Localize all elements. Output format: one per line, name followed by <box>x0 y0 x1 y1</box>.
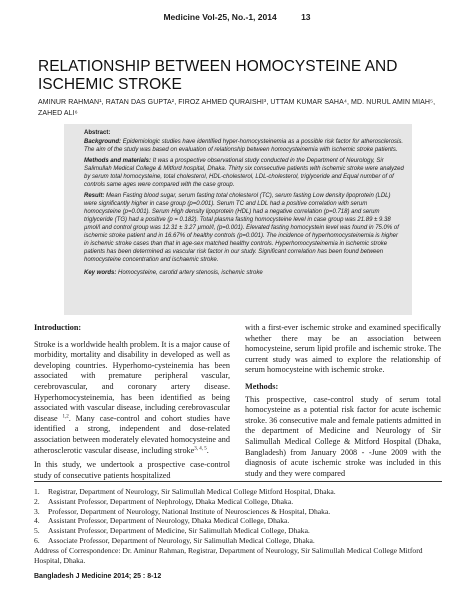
citation-1-2: 1,2 <box>62 414 69 420</box>
footnote-text: Assistant Professor, Department of Neurology, Dhaka Medical College, Dhaka. <box>48 516 290 526</box>
footnote-number: 3. <box>34 506 40 516</box>
footnote-text: Assistant Professor, Department of Nephrology, Dhaka Medical College, Dhaka. <box>48 496 294 506</box>
correspondence-text: Dr. Aminur Rahman, Registrar, Department of Neurology, Sir Salimullah Medical College Mitford Hospital, Dhaka. <box>34 545 423 565</box>
abstract-result <box>84 192 404 264</box>
footnote-item <box>34 526 444 536</box>
footnote-item <box>34 497 444 507</box>
footnote-number: 6. <box>34 535 40 545</box>
methods-paragraph: This prospective, case-control study of serum total homocysteine as a potential risk factor for acute ischemic stroke. 36 consecutive male and female patients admitted in the department of Medicine and Neurology of Sir Salimullah Medical College & Mitford Hospital (Dhaka, Bangladesh) from January 2008 - -June 2009 with the diagnosis of acute ischemic stroke was included in this study and they were compared <box>245 394 441 478</box>
citation-3-5: 3, 4, 5 <box>194 445 207 451</box>
footnotes <box>34 487 444 565</box>
footnote-number: 2. <box>34 496 40 506</box>
methods-text: It was a prospective observational study conducted in the Department of Neurology, Sir Salimullah Medical College & Mitford hospital, Dhaka. Thirty six consecutive patients with ischemic stroke were analyzed by serum total homocysteine, total cholesterol, HDL-cholesterol, LDL-cholesterol, triglyceride and Equal number of of controls same ages were compared with the case group. <box>84 158 404 188</box>
footnote-text: Associate Professor, Department of Neurology, Sir Salimullah Medical College, Dhaka. <box>48 535 315 545</box>
footnote-text: Assistant Professor, Department of Medicine, Sir Salimullah Medical College, Dhaka. <box>48 526 310 536</box>
footnote-item <box>34 487 444 497</box>
left-column <box>34 323 230 485</box>
footnote-number: 5. <box>34 526 40 536</box>
abstract-methods <box>84 157 404 189</box>
introduction-heading: Introduction: <box>34 323 82 332</box>
footnote-item <box>34 516 444 526</box>
footnote-item <box>34 507 444 517</box>
journal-citation-footer: Bangladesh J Medicine 2014; 25 : 8-12 <box>34 573 162 580</box>
correspondence-label: Address of Correspondence: <box>34 545 121 555</box>
footnote-item <box>34 536 444 546</box>
intro-text-c: . <box>206 445 209 455</box>
journal-volume: Medicine Vol-25, No.-1, 2014 <box>163 12 277 22</box>
intro-continuation: with a first-ever ischemic stroke and examined specifically whether there may be an association between homocysteine, serum lipid profile and ischemic stroke. The current study was aimed to explore the relationship of serum homocysteine with ischemic stroke. <box>245 323 441 375</box>
abstract-background <box>84 138 404 154</box>
intro-text-b: . Many case-control and cohort studies have identified a strong, independent and dose-related association between moderately elevated homocysteine and atherosclerotic vascular disease, including stroke <box>34 413 230 455</box>
abstract-keywords <box>84 269 404 277</box>
keywords-text: Homocysteine, carotid artery stenosis, ischemic stroke <box>118 270 263 276</box>
page-number: 13 <box>301 12 311 22</box>
methods-heading: Methods: <box>245 381 279 391</box>
footnote-number: 4. <box>34 516 40 526</box>
result-label: Result: <box>84 193 105 199</box>
result-text: Mean Fasting blood sugar, serum fasting total cholesterol (TC), serum fasting Low density lipoprotein (LDL) were significantly higher in case group (p=0.001). Serum TC and LDL had a positive correlation with serum homocysteine (p=0.001). Serum High density lipoprotein (HDL) had a negative correlation (p=0.718) and serum triglyceride (TG) had a positive (p = 0.182). Total plasma fasting homocysteine level in case group was 21.89 ± 9.38 µmol/l and control group was 12.31 ± 3.27 µmol/l, (p=0.001). Elevated fasting homocystein level was found in 75.0% of ischemic stroke patient and in 16.67% of healthy controls (p=0.001). The incidence of hyperhomocysteinemia is higher in ischemic stroke cases than that in age-sex matched healthy controls. Hyperhomocysteinemia in ischemic stroke patients has been determined as vascular risk factor in our study. Significant correlation has been found between homocysteine concentration and ischaemic stroke. <box>84 193 399 263</box>
right-column <box>245 323 441 483</box>
footnote-text: Professor, Department of Neurology, National Institute of Neurosciences & Hospital, Dhaka. <box>48 506 331 516</box>
background-label: Background: <box>84 139 122 145</box>
article-title: RELATIONSHIP BETWEEN HOMOCYSTEINE AND ISCHEMIC STROKE <box>38 58 398 93</box>
author-list: AMINUR RAHMAN¹, RATAN DAS GUPTA², FIROZ AHMED QURAISHI³, UTTAM KUMAR SAHA⁴, MD. NURUL AMIN MIAH⁵, ZAHED ALI⁶ <box>38 99 436 117</box>
correspondence-address <box>34 546 444 566</box>
footnote-number: 1. <box>34 487 40 496</box>
intro-text-a: Stroke is a worldwide health problem. It is a major cause of morbidity, mortality and disability in developed as well as developing countries. Hyperhomo-cysteinemia has been associated with premature peripheral vascular, cerebrovascular, and coronary artery disease. Hyperhomocysteinemia, has been identified as being associated with vascular disease, including cerebrovascular disease <box>34 339 230 423</box>
footnote-text: Registrar, Department of Neurology, Sir Salimullah Medical College Mitford Hospital, Dhaka. <box>48 487 336 496</box>
abstract-heading: Abstract: <box>84 130 111 136</box>
intro-paragraph-1 <box>34 340 230 457</box>
running-header <box>0 12 474 22</box>
abstract-box <box>64 124 412 315</box>
keywords-label: Key words: <box>84 270 117 276</box>
background-text: Epidemiologic studies have identified hyper-homocysteinemia as a possible risk factor for atherosclerosis. The aim of the study was based on evaluation of relationship between homocysteinemia with ischemic stroke patients. <box>84 139 404 153</box>
methods-label: Methods and materials: <box>84 158 152 164</box>
intro-paragraph-2: In this study, we undertook a prospective case-control study of consecutive patients hospitalized <box>34 460 230 480</box>
footnote-divider <box>34 481 442 482</box>
